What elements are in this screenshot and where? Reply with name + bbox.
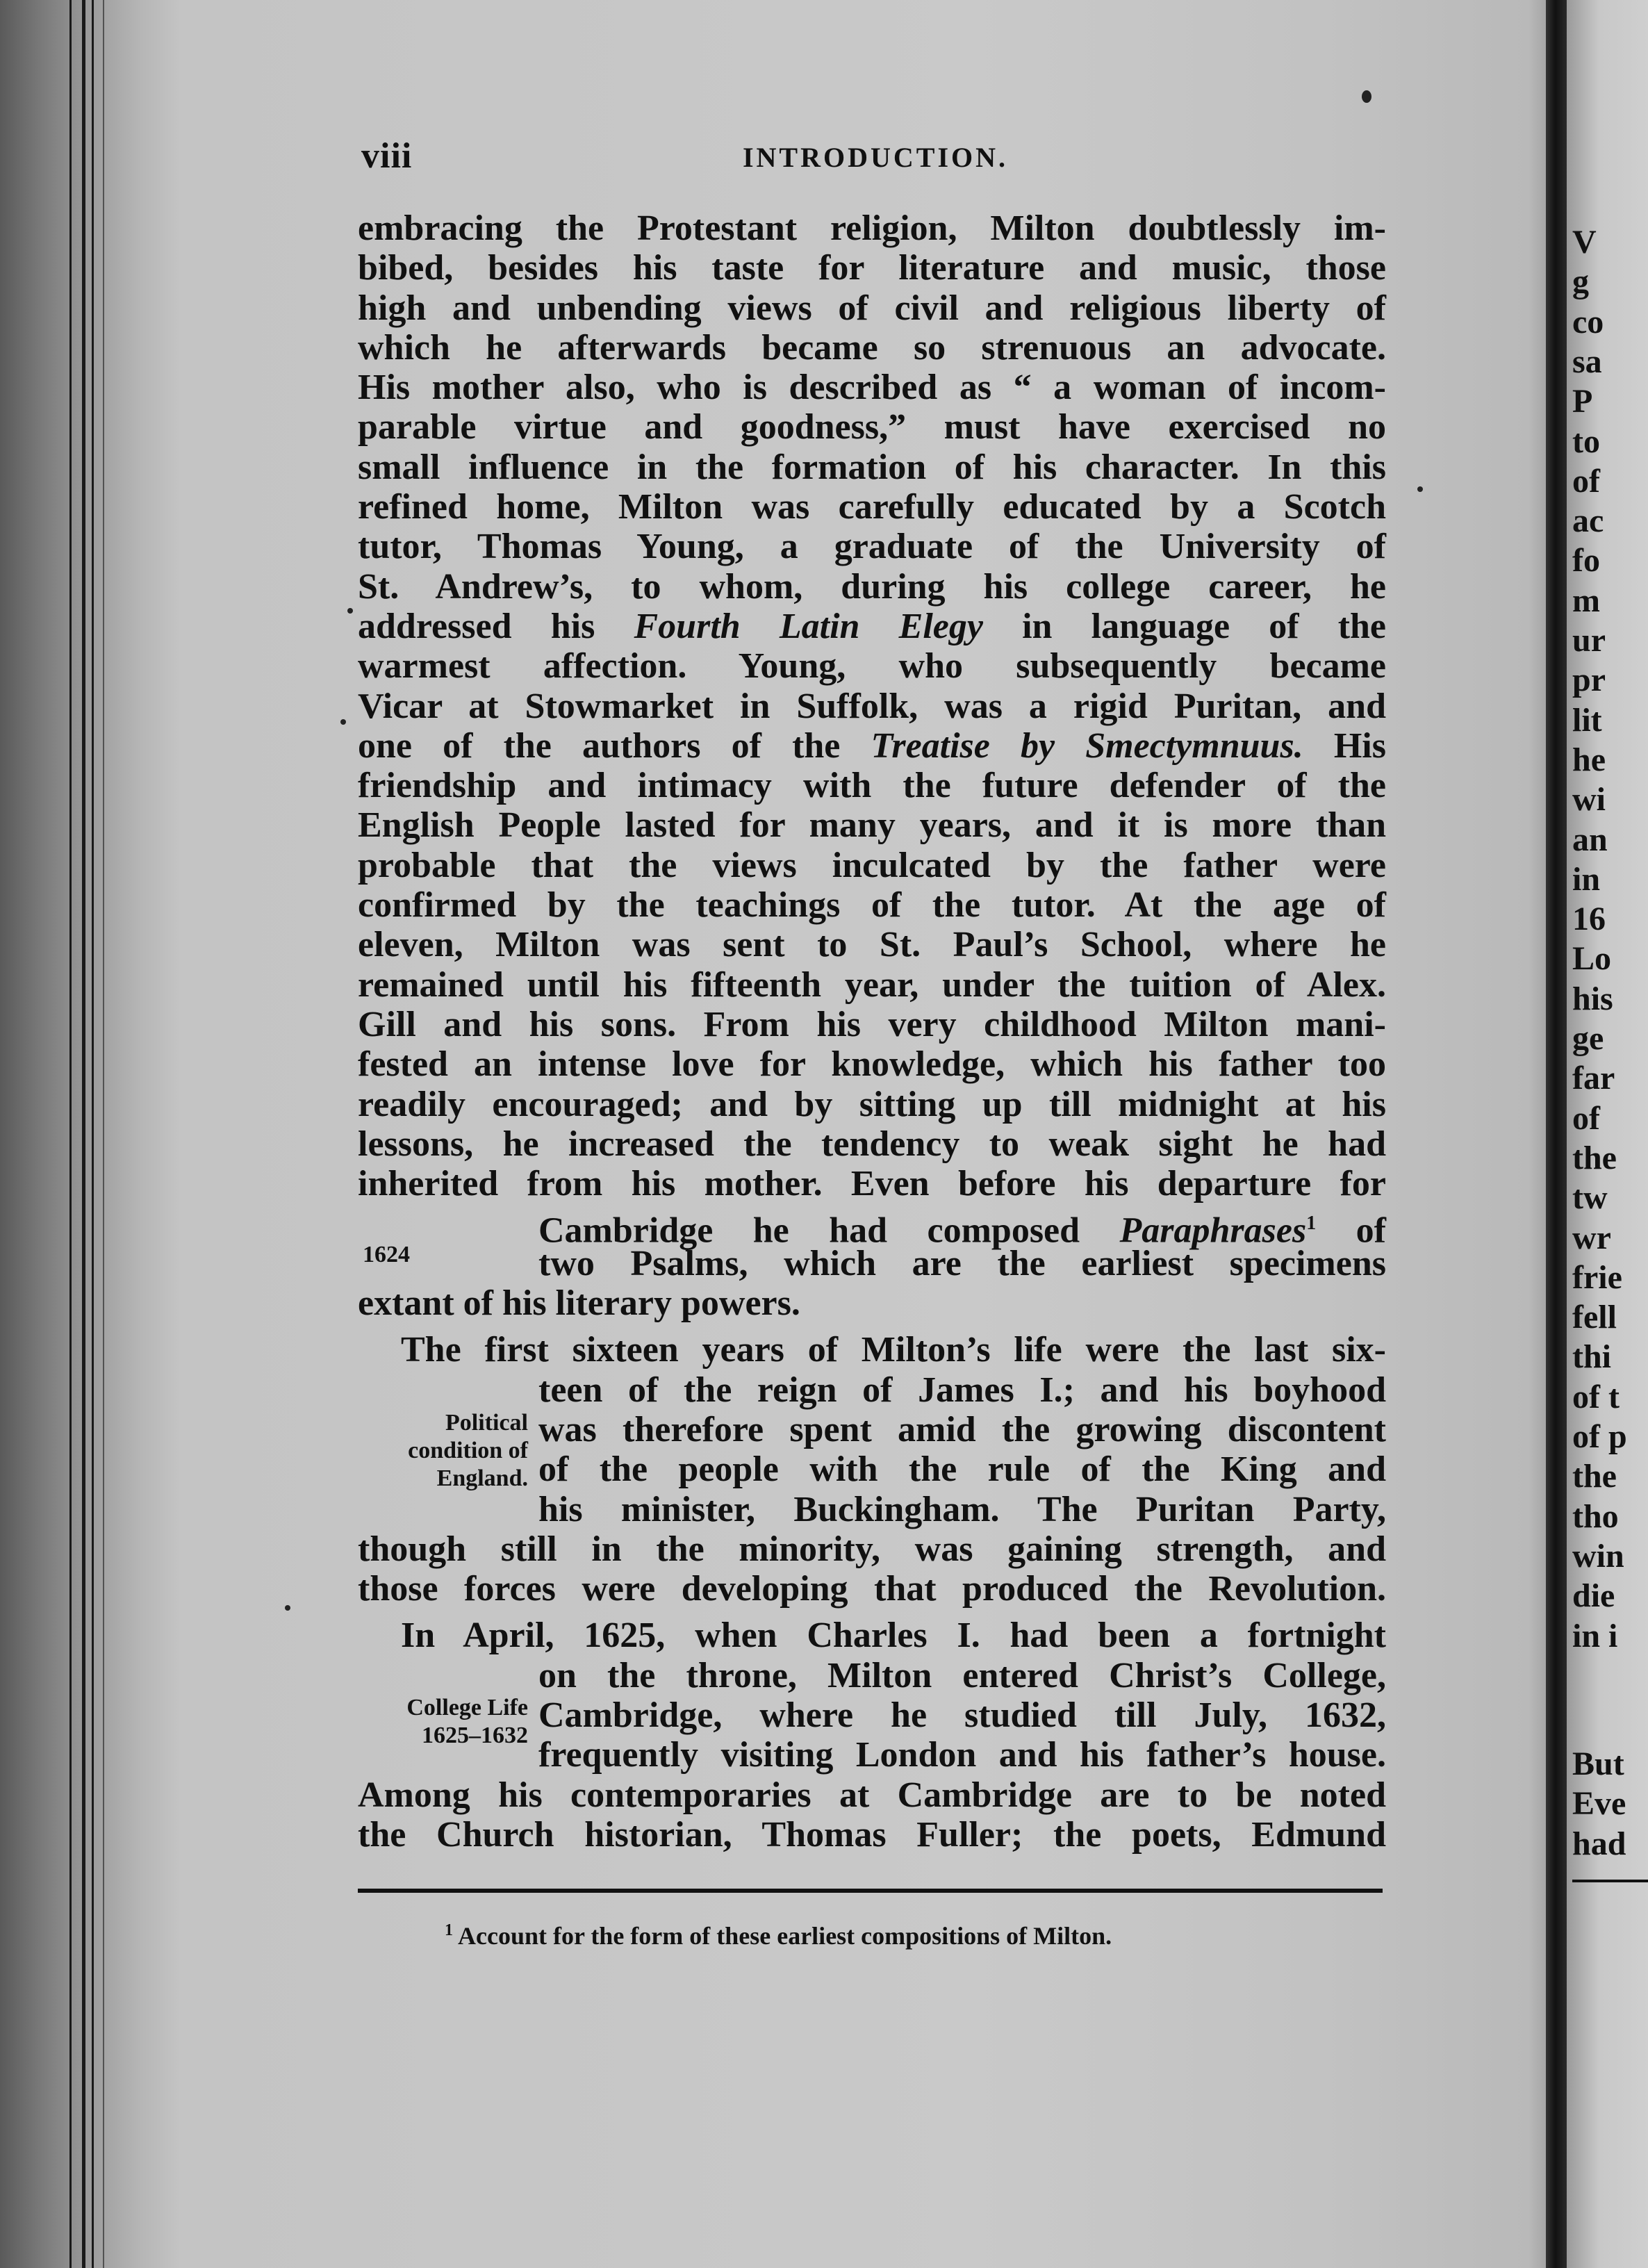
text-line: frequently visiting London and his father’s house. bbox=[538, 1735, 1386, 1775]
facing-page-fragment: P bbox=[1572, 383, 1593, 420]
text-line: refined home, Milton was carefully educated by a Scotch bbox=[358, 487, 1386, 527]
speck bbox=[340, 719, 346, 725]
text-line: friendship and intimacy with the future defender of the bbox=[358, 766, 1386, 806]
text-line: Among his contemporaries at Cambridge are to be noted bbox=[358, 1775, 1386, 1815]
facing-page-fragment: But bbox=[1572, 1745, 1624, 1782]
facing-page-fragment: in bbox=[1572, 860, 1601, 898]
footnote bbox=[445, 1921, 1417, 1950]
text-line: Gill and his sons. From his very childhood Milton mani- bbox=[358, 1004, 1386, 1044]
text-line: one of the authors of the Treatise by Smectymnuus. His bbox=[358, 725, 1386, 766]
text-line: two Psalms, which are the earliest specimens bbox=[538, 1243, 1386, 1283]
facing-page-fragment: far bbox=[1572, 1060, 1615, 1097]
text-line: Cambridge, where he studied till July, 1632, bbox=[538, 1695, 1386, 1735]
facing-page-fragment: Lo bbox=[1572, 940, 1612, 978]
facing-page-fragment: sa bbox=[1572, 343, 1602, 380]
facing-page-fragment: thi bbox=[1572, 1338, 1612, 1376]
facing-page-fragment: win bbox=[1572, 1537, 1624, 1575]
text-line: In April, 1625, when Charles I. had been a fortnight bbox=[401, 1616, 1386, 1656]
facing-page-fragment: ac bbox=[1572, 502, 1604, 540]
binding-line bbox=[82, 0, 85, 2268]
facing-page-fragment: in i bbox=[1572, 1617, 1618, 1654]
binding-line bbox=[69, 0, 72, 2268]
facing-page-fragment: lit bbox=[1572, 701, 1602, 739]
speck bbox=[347, 608, 353, 614]
text-line: parable virtue and goodness,” must have exercised no bbox=[358, 407, 1386, 447]
facing-page-fragment: fell bbox=[1572, 1299, 1617, 1336]
footnote-rule bbox=[358, 1889, 1383, 1893]
text-line: embracing the Protestant religion, Milton doubtlessly im- bbox=[358, 208, 1386, 248]
facing-page-fragment: V bbox=[1572, 224, 1597, 261]
facing-page-fragment: of bbox=[1572, 1099, 1600, 1137]
facing-page-fragment: g bbox=[1572, 263, 1589, 301]
text-line: which he afterwards became so strenuous an advocate. bbox=[358, 327, 1386, 368]
text-line: Vicar at Stowmarket in Suffolk, was a rigid Puritan, and bbox=[358, 686, 1386, 726]
footnote-text: Account for the form of these earliest compositions of Milton. bbox=[458, 1922, 1112, 1950]
main-text bbox=[358, 208, 1386, 1855]
text-line: addressed his Fourth Latin Elegy in language of the bbox=[358, 606, 1387, 646]
speck bbox=[1362, 90, 1371, 103]
facing-page-fragment: an bbox=[1572, 821, 1608, 858]
text-line: probable that the views inculcated by the father were bbox=[358, 845, 1386, 885]
text-line: of the people with the rule of the King and bbox=[538, 1449, 1386, 1490]
facing-page-fragment: frie bbox=[1572, 1258, 1622, 1296]
facing-page-fragment: wr bbox=[1572, 1219, 1611, 1256]
page-header bbox=[361, 135, 1390, 177]
facing-page-fragment: 16 bbox=[1572, 901, 1606, 938]
text-line: on the throne, Milton entered Christ’s College, bbox=[538, 1655, 1386, 1695]
text-line: lessons, he increased the tendency to weak sight he had bbox=[358, 1124, 1386, 1164]
facing-page-fragment: m bbox=[1572, 582, 1600, 619]
sidenote-line: College Life bbox=[406, 1695, 528, 1720]
facing-page-fragment: to bbox=[1572, 422, 1600, 460]
facing-page-fragment: the bbox=[1572, 1139, 1617, 1176]
facing-page-fragment: had bbox=[1572, 1825, 1626, 1862]
sidenote-line: Political bbox=[445, 1410, 528, 1436]
facing-page-fragment: die bbox=[1572, 1577, 1615, 1615]
facing-page-fragment: pr bbox=[1572, 662, 1606, 699]
text-line: His mother also, who is described as “ a woman of incom- bbox=[358, 368, 1386, 408]
facing-page-fragment: Eve bbox=[1572, 1785, 1626, 1823]
text-line: his minister, Buckingham. The Puritan Party, bbox=[538, 1489, 1386, 1529]
facing-page-fragment: the bbox=[1572, 1458, 1617, 1495]
facing-page-fragment: his bbox=[1572, 980, 1613, 1017]
text-line: English People lasted for many years, and it is more than bbox=[358, 805, 1386, 846]
facing-page-fragment: ge bbox=[1572, 1020, 1604, 1057]
footnote-marker: 1 bbox=[445, 1921, 453, 1939]
facing-page-fragment: tho bbox=[1572, 1497, 1619, 1535]
text-line: the Church historian, Thomas Fuller; the poets, Edmund bbox=[358, 1814, 1386, 1855]
text-line: extant of his literary powers. bbox=[358, 1283, 800, 1324]
text-line: tutor, Thomas Young, a graduate of the University of bbox=[358, 527, 1386, 567]
facing-page-fragment: wi bbox=[1572, 781, 1606, 819]
text-line: those forces were developing that produced the Revolution. bbox=[358, 1569, 1386, 1609]
text-line: high and unbending views of civil and religious liberty of bbox=[358, 288, 1386, 328]
facing-page-fragment: of p bbox=[1572, 1418, 1627, 1455]
sidenote-year-1624: 1624 bbox=[363, 1242, 410, 1267]
text-line: warmest affection. Young, who subsequently became bbox=[358, 646, 1386, 687]
text-line: remained until his fifteenth year, under the tuition of Alex. bbox=[358, 964, 1386, 1005]
text-line: The first sixteen years of Milton’s life were the last six- bbox=[401, 1330, 1386, 1370]
text-line: small influence in the formation of his character. In this bbox=[358, 447, 1386, 487]
text-line: inherited from his mother. Even before his departure for bbox=[358, 1164, 1386, 1204]
facing-page-fragment: of bbox=[1572, 462, 1600, 500]
facing-page-fragment: tw bbox=[1572, 1179, 1608, 1217]
facing-page bbox=[1567, 0, 1648, 2268]
text-line: confirmed by the teachings of the tutor. At the age of bbox=[358, 885, 1386, 926]
binding-line bbox=[103, 0, 104, 2268]
text-line: eleven, Milton was sent to St. Paul’s School, where he bbox=[358, 925, 1386, 965]
facing-page-fragment: of t bbox=[1572, 1378, 1620, 1415]
text-line: bibed, besides his taste for literature and music, those bbox=[358, 248, 1386, 288]
facing-page-fragment: co bbox=[1572, 303, 1604, 340]
running-head: INTRODUCTION. bbox=[742, 142, 1009, 173]
book-gutter bbox=[1546, 0, 1567, 2268]
text-line: readily encouraged; and by sitting up till midnight at his bbox=[358, 1084, 1386, 1124]
sidenote-line: England. bbox=[436, 1465, 528, 1491]
text-line: was therefore spent amid the growing discontent bbox=[538, 1409, 1386, 1449]
speck bbox=[285, 1605, 290, 1611]
sidenote-college-life bbox=[347, 1694, 528, 1750]
speck bbox=[1417, 486, 1423, 492]
facing-page-fragment: fo bbox=[1572, 542, 1600, 580]
sidenote-line: condition of bbox=[408, 1438, 528, 1463]
facing-page-fragment: he bbox=[1572, 741, 1606, 778]
page-number: viii bbox=[361, 136, 413, 176]
text-line: though still in the minority, was gaining strength, and bbox=[358, 1529, 1386, 1569]
text-line: St. Andrew’s, to whom, during his college career, he bbox=[358, 566, 1386, 607]
text-line: teen of the reign of James I.; and his boyhood bbox=[538, 1370, 1386, 1410]
text-line: Cambridge he had composed Paraphrases$^1$ of bbox=[538, 1210, 1386, 1251]
facing-page-rule bbox=[1572, 1880, 1648, 1882]
binding-line bbox=[92, 0, 94, 2268]
sidenote-political-condition bbox=[347, 1409, 528, 1493]
facing-page-fragment: ur bbox=[1572, 622, 1606, 659]
text-line: fested an intense love for knowledge, which his father too bbox=[358, 1044, 1386, 1085]
sidenote-line: 1625–1632 bbox=[422, 1723, 528, 1748]
